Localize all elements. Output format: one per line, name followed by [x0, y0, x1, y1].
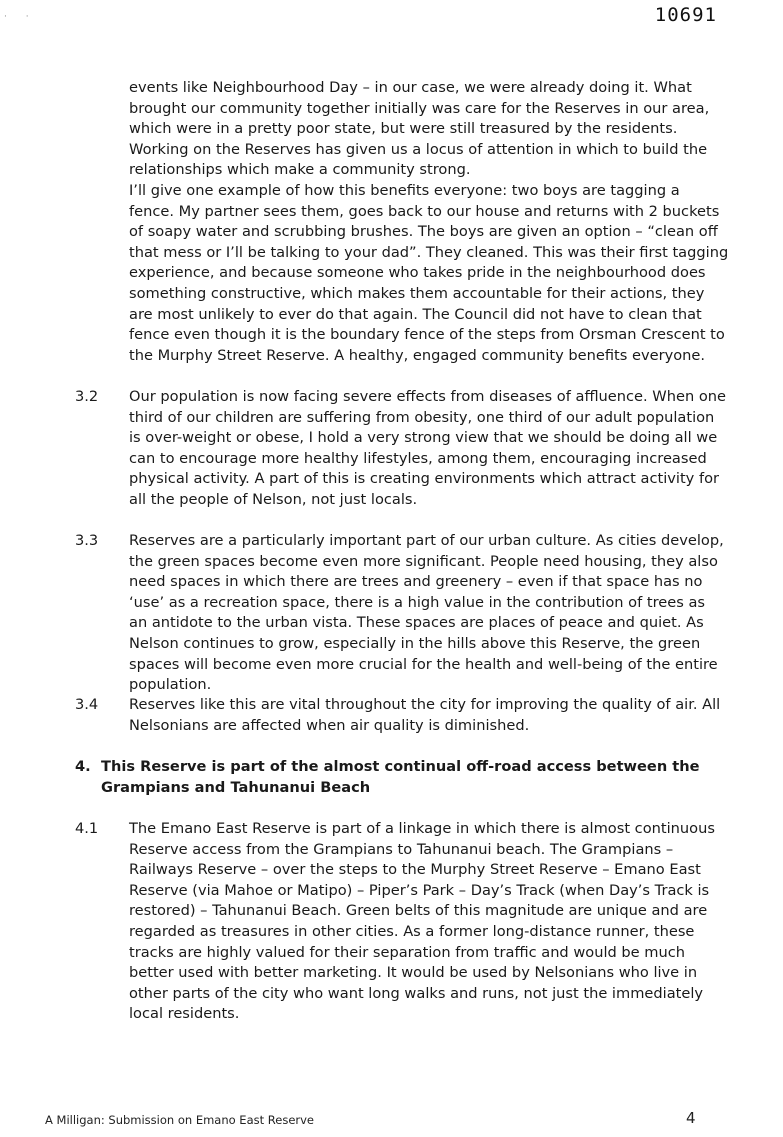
item-text: Our population is now facing severe effects from diseases of affluence. When one third of our children are suffering from obesity, one third of our adult population is over-weight or obese, I hold a very strong view that we should be doing all we can to encourage more healthy lifestyles, among them, encouraging increased physical activity. A part of this is creating environments which attract activity for all the people of Nelson, not just locals.: [129, 388, 727, 508]
list-item-3-4: [75, 695, 730, 736]
item-text: Reserves are a particularly important part of our urban culture. As cities develop, the green spaces become even more significant. People need housing, they also need spaces in which there are trees and greenery – even if that space has no ‘use’ as a recreation space, there is a high value in the contribution of trees as an antidote to the urban vista. These spaces are places of peace and quiet. As Nelson continues to grow, especially in the hills above this Reserve, the green spaces will become even more crucial for the health and well-being of the entire population.: [129, 532, 724, 694]
footer-title: A Milligan: Submission on Emano East Reserve: [45, 1113, 315, 1127]
page-number: 4: [686, 1109, 696, 1127]
intro-paragraph-1: events like Neighbourhood Day – in our case, we were already doing it. What brought our community together initially was care for the Reserves in our area, which were in a pretty poor state, but were still treasured by the residents. Working on the Reserves has given us a locus of attention in which to build the relationships which make a community strong.: [129, 79, 710, 179]
item-text: Reserves like this are vital throughout the city for improving the quality of air. All Nelsonians are affected when air quality is diminished.: [129, 696, 721, 734]
section-title: This Reserve is part of the almost continual off-road access between the Grampians and Tahunanui Beach: [101, 758, 700, 796]
section-4-heading: [75, 757, 735, 798]
list-item-4-1: [75, 819, 730, 1025]
item-text: The Emano East Reserve is part of a linkage in which there is almost continuous Reserve access from the Grampians to Tahunanui beach. The Grampians – Railways Reserve – over the steps to the Murphy Street Reserve – Emano East Reserve (via Mahoe or Matipo) – Piper’s Park – Day’s Track (when Day’s Track is restored) – Tahunanui Beach. Green belts of this magnitude are unique and are regarded as treasures in other cities. As a former long-distance runner, these tracks are highly valued for their separation from traffic and would be much better used with better marketing. It would be used by Nelsonians who live in other parts of the city who want long walks and runs, not just the immediately local residents.: [129, 820, 715, 1023]
item-number: 3.4: [75, 696, 99, 713]
item-number: 3.3: [75, 532, 99, 549]
list-item-3-3: [75, 531, 730, 696]
item-number: 3.2: [75, 388, 99, 405]
scan-specks: · ·: [4, 12, 37, 22]
item-number: 4.1: [75, 820, 99, 837]
section-number: 4.: [75, 758, 91, 775]
intro-paragraph-2: I’ll give one example of how this benefits everyone: two boys are tagging a fence. My partner sees them, goes back to our house and returns with 2 buckets of soapy water and scrubbing brushes. The boys are given an option – “clean off that mess or I’ll be talking to your dad”. They cleaned. This was their first tagging experience, and because someone who takes pride in the neighbourhood does something constructive, which makes them accountable for their actions, they are most unlikely to ever do that again. The Council did not have to clean that fence even though it is the boundary fence of the steps from Orsman Crescent to the Murphy Street Reserve. A healthy, engaged community benefits everyone.: [129, 182, 729, 364]
list-item-3-2: [75, 387, 730, 511]
reference-number: 10691: [654, 4, 717, 26]
